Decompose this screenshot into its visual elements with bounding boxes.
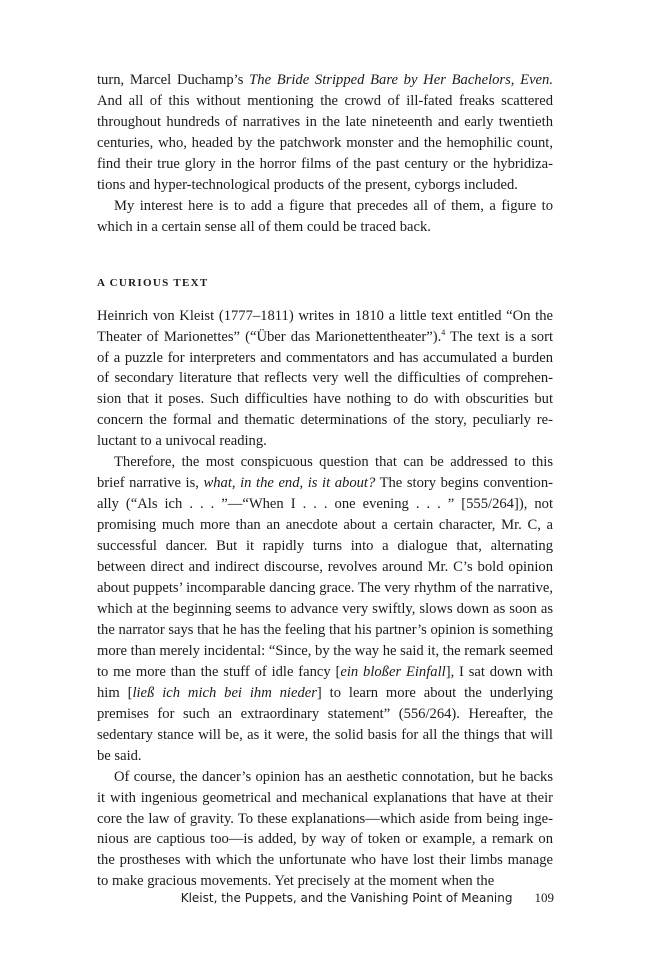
paragraph-5 [97, 767, 553, 893]
paragraph-2-text: My interest here is to add a figure that precedes all of them, a figure to which in a certain sense all of them could be traced back. [97, 197, 553, 235]
paragraph-1-text-c: And all of this without mentioning the crowd of ill-fated freaks scattered throughout hundreds of narratives in the late nineteenth and early twentieth centuries, who, headed by the patchwork monster and the hemophilic count, find their true glory in the horror films of the past century or the hybridizations and hyper-technological products of the present, cyborgs included. [97, 92, 553, 193]
paragraph-1 [97, 70, 553, 196]
paragraph-3 [97, 306, 553, 453]
paragraph-3-text-c: The text is a sort of a puzzle for interpreters and commentators and has accumulated a burden of secondary literature that reflects very well the difficulties of comprehension that it poses. Such difficulties have nothing to do with obscurities but concern the formal and thematic determinations of the story, peculiarly reluctant to a univocal reading. [97, 328, 553, 450]
german-phrase-2: ließ ich mich bei ihm nieder [132, 684, 317, 701]
paragraph-4 [97, 452, 553, 766]
paragraph-3-text-a: Heinrich von Kleist (1777–1811) writes in 1810 a little text entitled “On the Theater of Marionettes” (“Über das Marionettentheater”). [97, 307, 553, 345]
page-number: 109 [534, 890, 554, 905]
section-heading: A CURIOUS TEXT [97, 276, 209, 289]
paragraph-1-text-a: turn, Marcel Duchamp’s [97, 72, 250, 88]
page-body [97, 70, 553, 892]
german-phrase-1: ein bloßer Einfall [340, 663, 446, 680]
question-italic: what, in the end, is it about? [203, 475, 376, 492]
paragraph-4-text-c: The story begins conventionally (“Als ich . . . ”—“When I . . . one evening . . . ” [555/264]), not promising much more than an anecdote about a certain character, Mr. C, a successful dancer. But it rapidly turns into a dialogue that, alternating between direct and indirect discourse, revolves around Mr. C’s bold opinion about puppets’ incomparable dancing grace. The very rhythm of the narrative, which at the beginning seems to advance very swiftly, slows down as soon as the narrator says that he has the feeling that his partner’s opinion is something more than merely incidental: “Since, by the way he said it, the remark seemed to me more than the stuff of idle fancy [ [97, 475, 553, 680]
paragraph-4-text-a: Therefore, the most conspicuous question that can be addressed to this brief narrative is, [97, 454, 553, 492]
paragraph-4-text-g: ] to learn more about the underlying premises for such an extraordinary statement” (556/264). Hereafter, the sedentary stance will be, as it were, the solid basis for all the things that will be said. [97, 684, 554, 764]
page-footer [181, 890, 554, 906]
paragraph-5-text: Of course, the dancer’s opinion has an aesthetic connotation, but he backs it with ingenious geometrical and mechanical explanations that have at their core the law of gravity. To these explanations—which aside from being ingenious are captious too—is added, by way of token or example, a remark on the prostheses with which the unfortunate who have lost their limbs manage to make gracious movements. Yet precisely at the moment when the [97, 768, 553, 890]
artwork-title: The Bride Stripped Bare by Her Bachelors, Even. [249, 72, 553, 88]
running-title: Kleist, the Puppets, and the Vanishing Point of Meaning [180, 891, 513, 905]
paragraph-2 [97, 196, 553, 238]
paragraph-4-text-e: ], I sat down with him [ [97, 663, 553, 701]
footnote-reference[interactable]: 4 [441, 327, 446, 337]
